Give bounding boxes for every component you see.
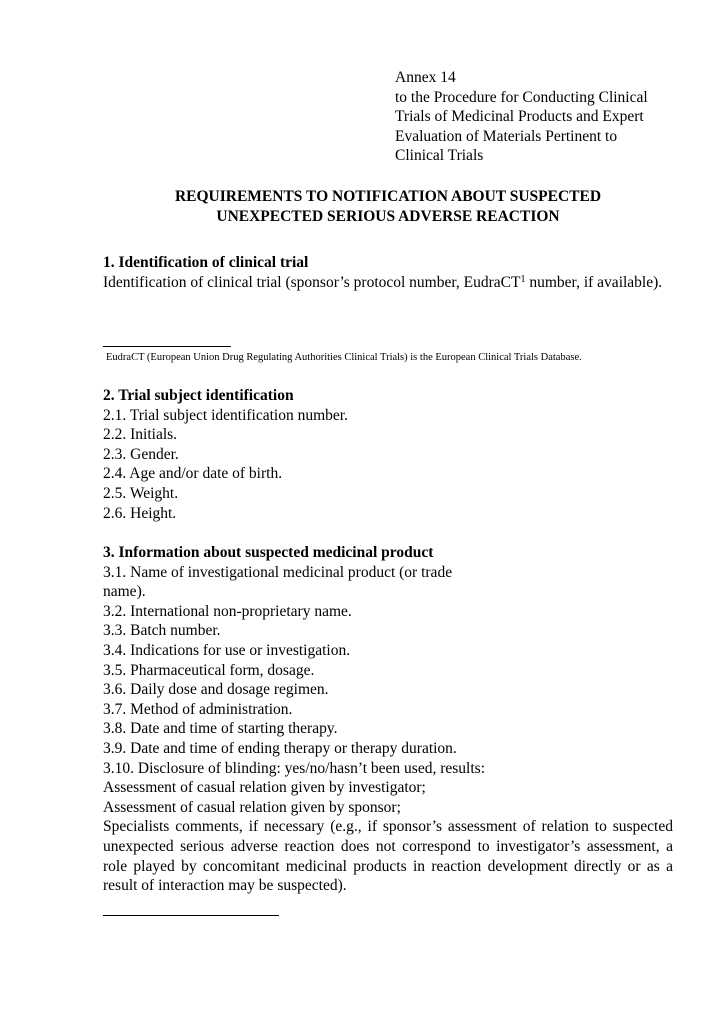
list-item: 3.7. Method of administration. [103,700,293,718]
list-item: 2.1. Trial subject identification number. [103,406,348,424]
list-item: 3.1. Name of investigational medicinal product (or trade [103,563,453,581]
list-item: 3.6. Daily dose and dosage regimen. [103,681,329,699]
specialists-comments: Specialists comments, if necessary (e.g., if sponsor’s assessment of relation to suspected unexpected serious adverse reaction does not correspond to investigator’s assessment, a role played by concomitant medicinal products in reaction development directly or as a result of interaction may be suspected). [103,818,673,895]
document-title [60,187,716,226]
list-item: 2.6. Height. [103,504,177,522]
annex-line: to the Procedure for Conducting Clinical [395,88,648,106]
section-2 [103,386,673,523]
section-1-text-before: Identification of clinical trial (sponsor’s protocol number, EudraCT [103,273,521,291]
section-1-text [103,273,673,293]
footnote-divider [103,346,231,347]
annex-line: Evaluation of Materials Pertinent to [395,127,618,145]
list-item: 3.9. Date and time of ending therapy or therapy duration. [103,739,457,757]
list-item: 3.4. Indications for use or investigation. [103,641,351,659]
title-line-2: UNEXPECTED SERIOUS ADVERSE REACTION [216,207,560,225]
list-item: Assessment of casual relation given by sponsor; [103,798,401,816]
section-3-heading: 3. Information about suspected medicinal product [103,544,434,561]
section-1-text-after: number, if available). [525,273,663,291]
footnote-mark: 1 [520,273,526,285]
section-1-heading: 1. Identification of clinical trial [103,254,309,271]
list-item: 2.2. Initials. [103,426,178,444]
section-2-heading: 2. Trial subject identification [103,387,294,404]
section-1 [103,253,673,292]
footnote-text: EudraCT (European Union Drug Regulating Authorities Clinical Trials) is the European Clinical Trials Database. [106,352,582,363]
list-item: 3.3. Batch number. [103,622,221,640]
list-item: Assessment of casual relation given by investigator; [103,779,426,797]
annex-line: Clinical Trials [395,147,484,165]
annex-line: Annex 14 [395,69,456,86]
list-item: 2.3. Gender. [103,445,179,463]
annex-header [395,68,695,166]
bottom-divider [103,915,279,916]
list-item: 2.4. Age and/or date of birth. [103,465,283,483]
section-3 [103,543,673,896]
list-item: 3.5. Pharmaceutical form, dosage. [103,661,315,679]
list-item: 2.5. Weight. [103,484,179,502]
title-line-1: REQUIREMENTS TO NOTIFICATION ABOUT SUSPECTED [174,188,602,205]
list-item: name). [103,583,146,601]
list-item: 3.10. Disclosure of blinding: yes/no/hasn’t been used, results: [103,759,485,777]
list-item: 3.8. Date and time of starting therapy. [103,720,338,738]
list-item: 3.2. International non-proprietary name. [103,602,352,620]
annex-line: Trials of Medicinal Products and Expert [395,108,644,126]
